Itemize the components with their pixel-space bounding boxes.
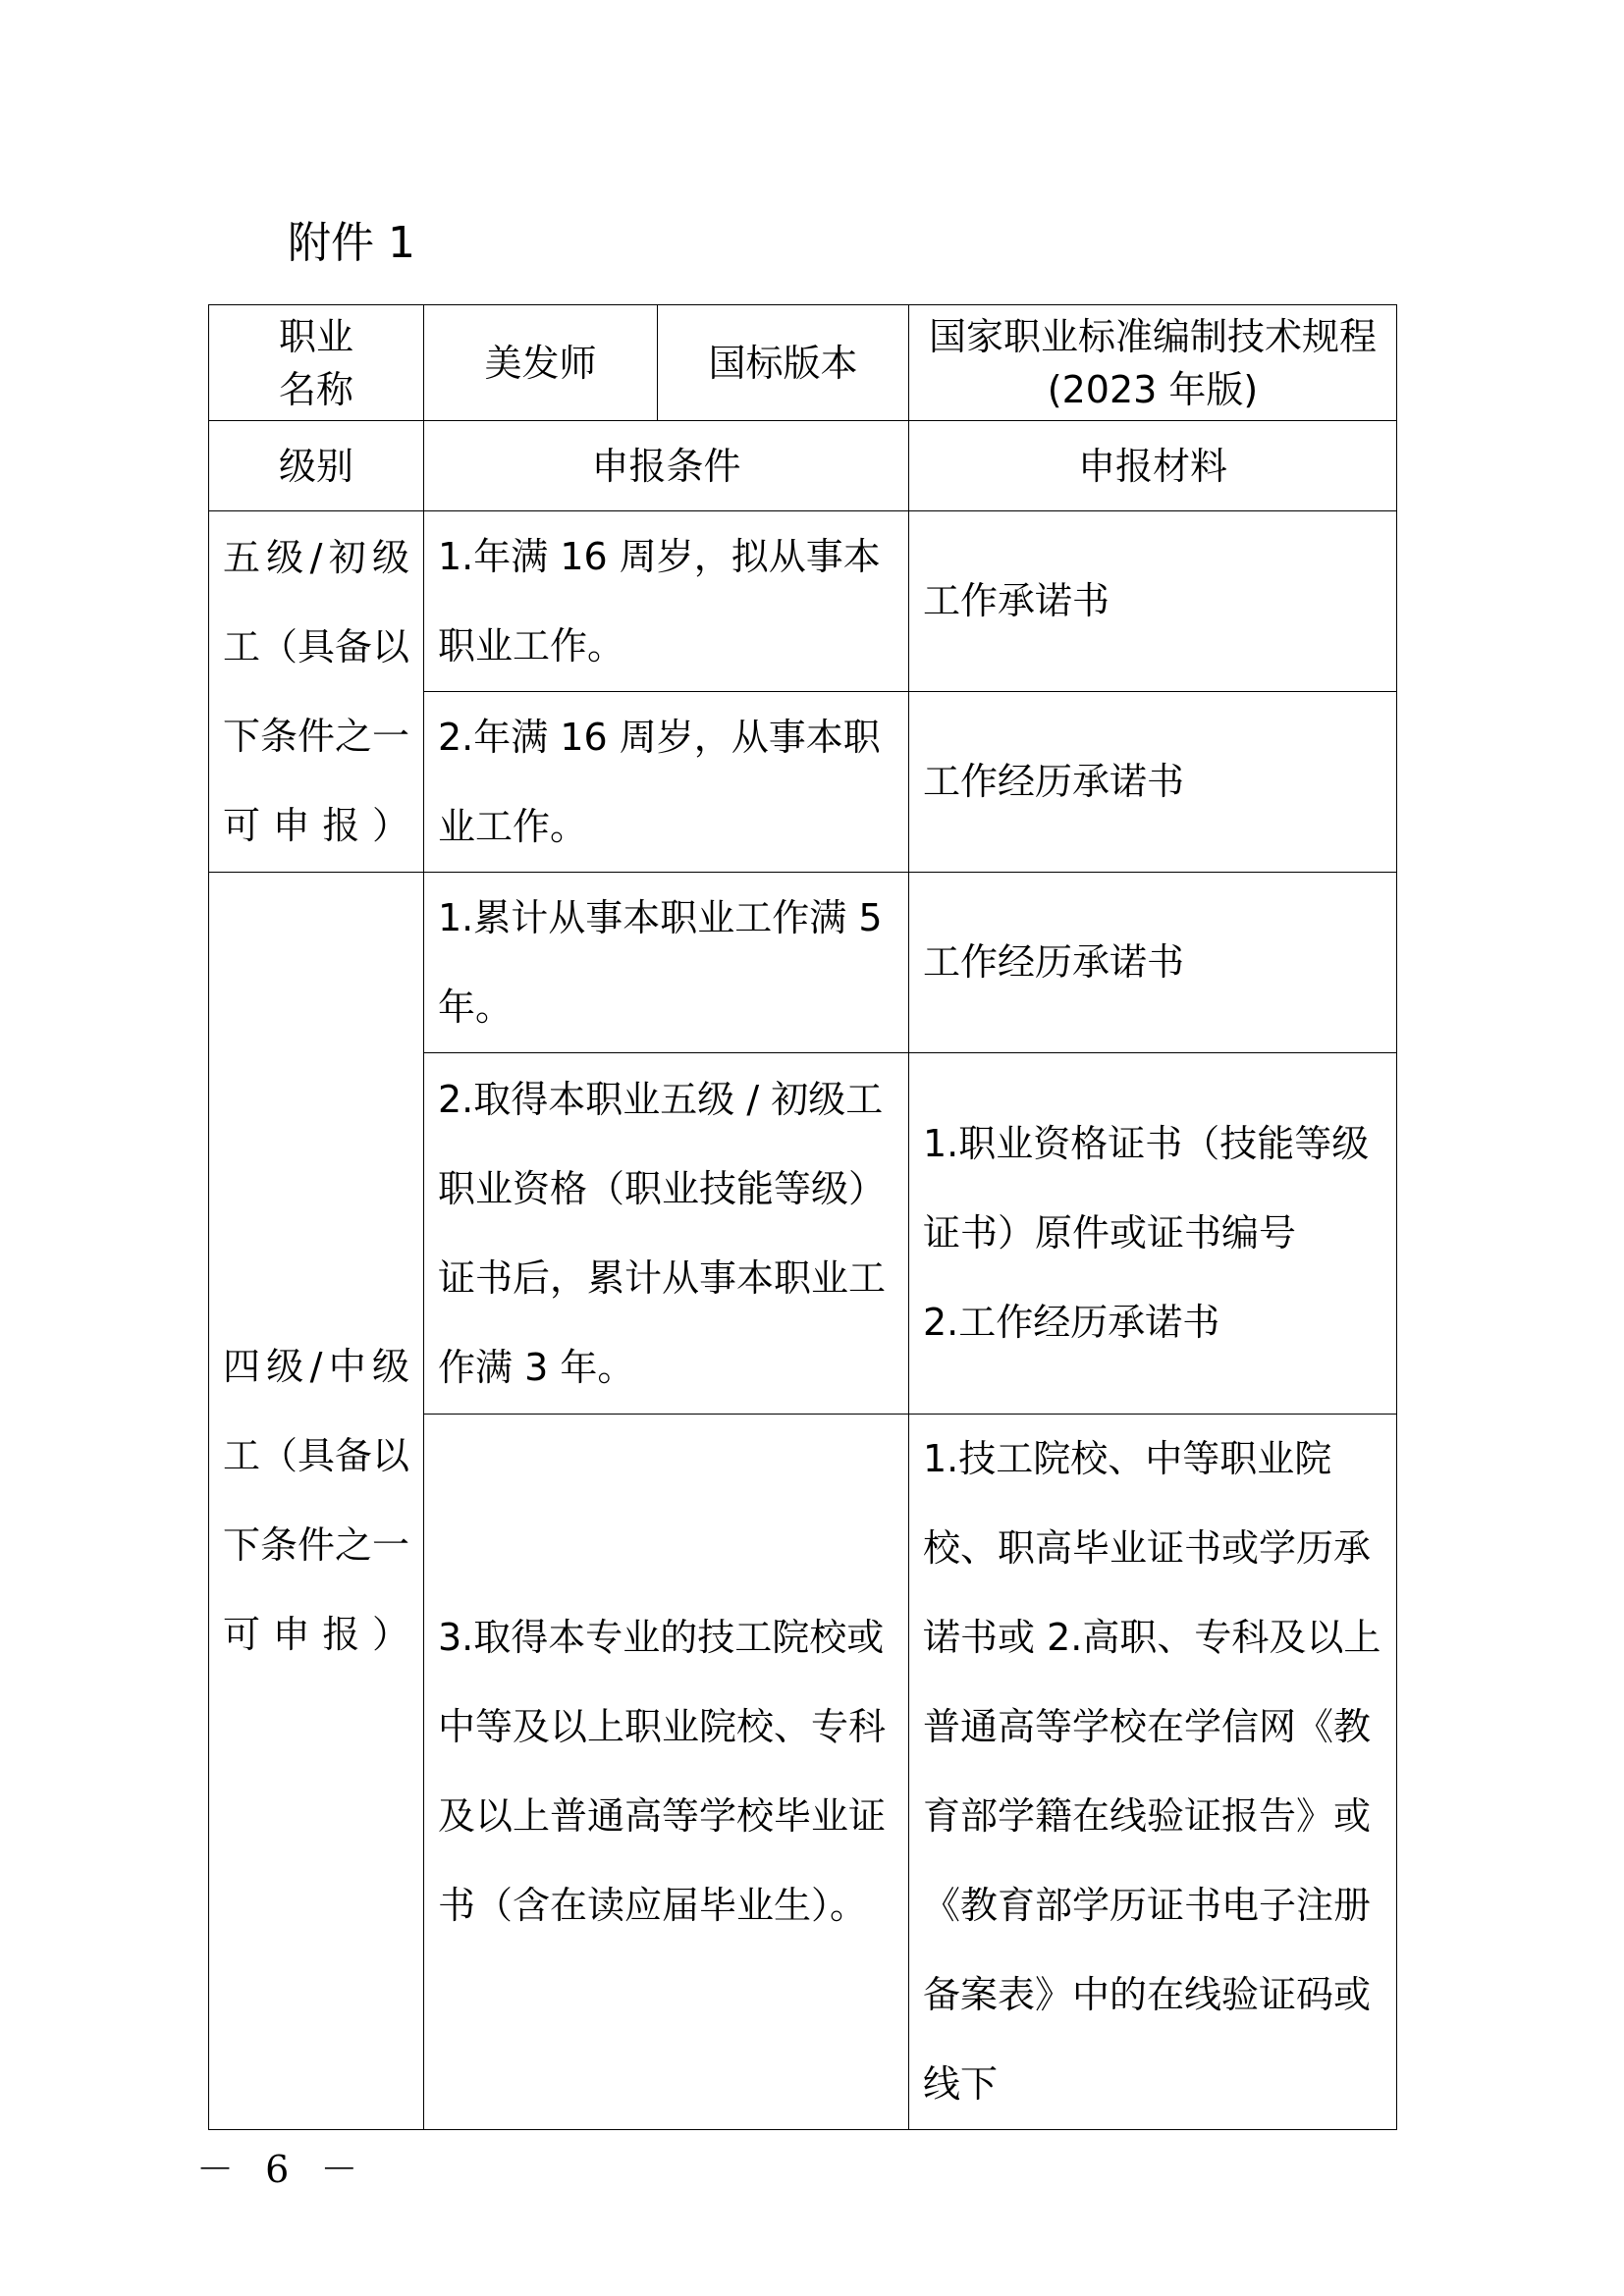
materials-cell: 工作经历承诺书 — [909, 692, 1397, 873]
materials-cell: 工作经历承诺书 — [909, 873, 1397, 1053]
page-number: － 6 － — [196, 2148, 368, 2191]
standard-name-cell — [909, 305, 1397, 421]
occupation-name-label-line1: 职业 — [278, 314, 353, 358]
standard-version-label-cell: 国标版本 — [658, 305, 909, 421]
level-cell-4: 四级/中级工（具备以下条件之一可申报） — [209, 873, 424, 2130]
occupation-row — [209, 305, 1397, 421]
material-item: 2.工作经历承诺书 — [923, 1301, 1220, 1344]
condition-cell: 1.年满 16 周岁，拟从事本职业工作。 — [424, 511, 909, 692]
level-cell-5: 五级/初级工（具备以下条件之一可申报） — [209, 511, 424, 873]
occupation-name-label-cell — [209, 305, 424, 421]
table-row — [209, 873, 1397, 1053]
materials-cell: 1.技工院校、中等职业院校、职高毕业证书或学历承诺书或 2.高职、专科及以上普通高等学校在学信网《教育部学籍在线验证报告》或《教育部学历证书电子注册备案表》中的在线验证码或线下 — [909, 1415, 1397, 2130]
condition-cell: 2.年满 16 周岁，从事本职业工作。 — [424, 692, 909, 873]
condition-cell: 1.累计从事本职业工作满 5 年。 — [424, 873, 909, 1053]
condition-cell: 2.取得本职业五级 / 初级工职业资格（职业技能等级）证书后，累计从事本职业工作满 3 年。 — [424, 1053, 909, 1415]
attachment-label: 附件 1 — [288, 218, 415, 268]
application-requirements-table — [208, 304, 1397, 2130]
column-header-row — [209, 421, 1397, 511]
column-header-conditions: 申报条件 — [424, 421, 909, 511]
column-header-materials: 申报材料 — [909, 421, 1397, 511]
materials-cell: 工作承诺书 — [909, 511, 1397, 692]
standard-name-line2: (2023 年版) — [1047, 367, 1259, 411]
material-item: 1.职业资格证书（技能等级证书）原件或证书编号 — [923, 1122, 1370, 1255]
standard-name-line1: 国家职业标准编制技术规程 — [928, 314, 1377, 358]
table-row — [209, 511, 1397, 692]
condition-cell: 3.取得本专业的技工院校或中等及以上职业院校、专科及以上普通高等学校毕业证书（含在读应届毕业生）。 — [424, 1415, 909, 2130]
occupation-name-label-line2: 名称 — [278, 367, 353, 411]
occupation-name-cell: 美发师 — [424, 305, 658, 421]
column-header-level: 级别 — [209, 421, 424, 511]
materials-cell — [909, 1053, 1397, 1415]
